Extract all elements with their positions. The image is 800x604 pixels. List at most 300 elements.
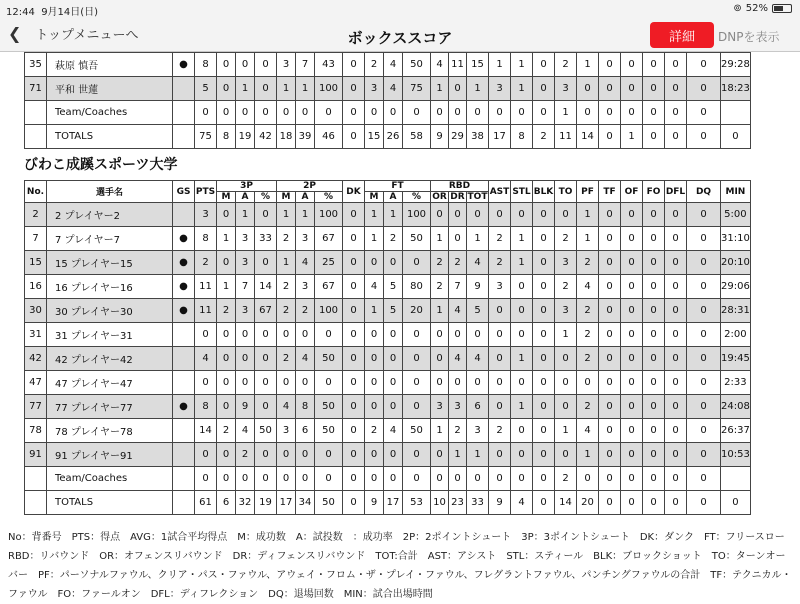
stat-cell: 0 [643,419,665,443]
stat-cell: 0 [643,323,665,347]
stat-cell: 0 [449,101,467,125]
stat-cell: 0 [343,227,365,251]
header-sub-pct: % [315,192,343,203]
stat-cell: 0 [533,101,555,125]
player-number: 30 [25,299,47,323]
stat-cell: 2 [217,419,236,443]
stat-cell: 0 [403,251,431,275]
stat-cell: 7 [449,275,467,299]
stat-cell: 0 [721,491,751,515]
stat-cell: 0 [533,53,555,77]
header-fo: FO [643,181,665,203]
stat-cell: 5 [384,275,403,299]
nav-bar [0,18,800,52]
stat-cell: 1 [365,299,384,323]
stat-cell: 2 [431,275,449,299]
stat-cell: 3 [489,275,511,299]
table-row [25,299,751,323]
stat-cell: 0 [599,467,621,491]
stat-cell: 0 [449,203,467,227]
stat-cell: 9 [236,395,255,419]
header-sub-a: A [384,192,403,203]
stat-cell: 0 [343,101,365,125]
stat-cell: 2:00 [721,323,751,347]
header-rbd: RBD [431,181,489,192]
stat-cell: 1 [511,77,533,101]
stat-cell: 0 [621,491,643,515]
stat-cell: 0 [599,443,621,467]
stat-cell: 0 [217,467,236,491]
stat-cell: 0 [533,203,555,227]
table-row [25,371,751,395]
stat-cell: 0 [721,125,751,149]
stat-cell: 1 [489,53,511,77]
stat-cell: 0 [343,323,365,347]
header-to: TO [555,181,577,203]
stat-cell: 4 [296,347,315,371]
stat-cell: 0 [511,443,533,467]
stat-cell: 75 [403,77,431,101]
stat-cell: 0 [489,395,511,419]
stat-cell: 0 [384,467,403,491]
stat-cell: 0 [217,323,236,347]
stat-cell: 3 [296,275,315,299]
stat-cell: 0 [365,347,384,371]
status-right [733,3,792,14]
stat-cell: 2 [533,125,555,149]
stat-cell: 19 [255,491,277,515]
stat-cell: 0 [555,395,577,419]
stat-cell: 0 [255,347,277,371]
stat-cell: 1 [217,275,236,299]
stat-cell: 0 [255,101,277,125]
player-name: 30 プレイヤー30 [47,299,173,323]
stat-cell: 0 [217,203,236,227]
player-name: 78 プレイヤー78 [47,419,173,443]
stat-cell: 25 [315,251,343,275]
stat-cell: 3 [195,203,217,227]
stat-cell: 0 [467,371,489,395]
header-tf: TF [599,181,621,203]
stat-cell: 0 [195,371,217,395]
stat-cell: 0 [577,467,599,491]
header-stl: STL [511,181,533,203]
stat-cell: 2 [277,299,296,323]
player-number: 71 [25,77,47,101]
stat-cell: 29:28 [721,53,751,77]
stat-cell: 2 [449,419,467,443]
player-name: 15 プレイヤー15 [47,251,173,275]
stat-cell: 0 [621,299,643,323]
stat-cell: 29:06 [721,275,751,299]
player-number [25,101,47,125]
stat-cell: 9 [467,275,489,299]
stat-cell: 8 [511,125,533,149]
stat-cell: 0 [687,347,721,371]
stat-cell: 0 [384,347,403,371]
stat-cell: 80 [403,275,431,299]
stat-cell: 0 [431,203,449,227]
stat-cell: 0 [665,53,687,77]
stat-cell: 3 [431,395,449,419]
header-sub-m: M [365,192,384,203]
starter-mark: ● [173,251,195,275]
stat-cell: 4 [277,395,296,419]
header-player-name: 選手名 [47,181,173,203]
player-name: 47 プレイヤー47 [47,371,173,395]
stat-cell: 23 [449,491,467,515]
stat-cell: 6 [217,491,236,515]
stat-cell: 14 [577,125,599,149]
stat-cell: 0 [687,419,721,443]
stat-cell: 0 [365,395,384,419]
stat-cell: 0 [511,323,533,347]
stat-cell: 14 [255,275,277,299]
stat-cell: 50 [255,419,277,443]
stat-cell: 2 [277,347,296,371]
stat-cell: 4 [195,347,217,371]
stat-cell: 0 [255,395,277,419]
stat-cell: 0 [687,371,721,395]
player-number: 42 [25,347,47,371]
stat-cell: 0 [533,227,555,251]
stat-cell: 17 [384,491,403,515]
stat-cell: 3 [365,77,384,101]
stat-cell: 8 [195,53,217,77]
stat-cell: 0 [687,395,721,419]
player-name: 16 プレイヤー16 [47,275,173,299]
stat-cell: 0 [665,323,687,347]
stat-cell: 0 [315,371,343,395]
stat-cell: 0 [533,77,555,101]
stat-cell: 1 [217,227,236,251]
stat-cell: 5 [467,299,489,323]
header-sub-a: A [236,192,255,203]
stat-cell: 0 [431,347,449,371]
stat-cell: 1 [431,77,449,101]
table-row [25,203,751,227]
stat-cell: 1 [577,203,599,227]
stat-cell: 0 [665,227,687,251]
stat-cell: 5 [195,77,217,101]
stat-cell: 2 [277,227,296,251]
player-number: 7 [25,227,47,251]
stat-cell: 0 [665,371,687,395]
stat-cell: 0 [555,347,577,371]
stat-cell: 19:45 [721,347,751,371]
stat-cell: 1 [511,227,533,251]
header-dfl: DFL [665,181,687,203]
stat-cell: 0 [403,101,431,125]
stat-cell: 50 [315,347,343,371]
starter-mark [173,323,195,347]
stat-cell: 0 [343,347,365,371]
stat-cell: 0 [621,275,643,299]
stat-cell: 0 [431,443,449,467]
detail-button[interactable]: 詳細 [650,22,714,48]
stat-cell: 100 [403,203,431,227]
header-no: No. [25,181,47,203]
stat-cell: 0 [255,467,277,491]
stat-cell: 0 [489,299,511,323]
stat-cell: 1 [277,77,296,101]
stat-cell: 0 [365,443,384,467]
stat-cell: 0 [365,371,384,395]
player-name: TOTALS [47,491,173,515]
stat-cell: 0 [467,203,489,227]
stat-cell: 0 [467,467,489,491]
stat-cell: 50 [403,53,431,77]
stat-cell: 1 [431,299,449,323]
starter-mark [173,347,195,371]
player-name: TOTALS [47,125,173,149]
stat-cell: 39 [296,125,315,149]
stat-cell: 24:08 [721,395,751,419]
stat-cell: 0 [217,53,236,77]
stat-cell: 0 [343,53,365,77]
stat-cell: 0 [403,395,431,419]
stat-cell: 0 [621,467,643,491]
stat-cell: 1 [431,419,449,443]
stat-cell: 0 [621,419,643,443]
stat-cell: 0 [384,395,403,419]
stat-cell: 17 [489,125,511,149]
stat-cell: 0 [255,251,277,275]
stat-cell: 1 [555,419,577,443]
table-row [25,443,751,467]
stat-cell: 1 [384,203,403,227]
rotation-lock-icon: ⊚ [733,3,742,14]
stat-cell: 6 [296,419,315,443]
stat-cell: 0 [431,323,449,347]
stat-cell: 15 [467,53,489,77]
stat-cell: 0 [621,203,643,227]
stat-cell: 1 [511,347,533,371]
stat-cell [721,101,751,125]
stat-cell: 0 [643,227,665,251]
header-ast: AST [489,181,511,203]
stat-cell: 50 [403,227,431,251]
show-dnp-button[interactable]: DNPを表示 [718,30,780,44]
stat-cell: 0 [296,443,315,467]
stat-cell: 61 [195,491,217,515]
stat-cell: 9 [431,125,449,149]
stat-cell: 0 [255,77,277,101]
stat-cell: 9 [365,491,384,515]
stat-cell: 67 [315,275,343,299]
stat-cell: 0 [555,371,577,395]
stat-cell: 0 [665,347,687,371]
stat-cell: 0 [343,299,365,323]
header-sub-dr: DR [450,192,465,202]
stat-cell: 2 [431,251,449,275]
stat-cell: 0 [577,371,599,395]
stat-cell: 0 [643,251,665,275]
stat-cell: 0 [384,251,403,275]
stat-cell: 0 [296,371,315,395]
header-sub-m: M [217,192,236,203]
stat-cell: 1 [511,395,533,419]
stat-cell: 4 [431,53,449,77]
stat-cell: 1 [577,53,599,77]
stat-cell: 3 [236,299,255,323]
stat-cell: 0 [643,299,665,323]
battery-icon [772,4,792,13]
table-row [25,125,751,149]
stat-cell: 5 [384,299,403,323]
stat-cell: 0 [687,323,721,347]
stat-cell: 2 [296,299,315,323]
starter-mark: ● [173,53,195,77]
player-name: Team/Coaches [47,101,173,125]
stat-cell: 0 [217,347,236,371]
stat-cell: 0 [489,443,511,467]
stat-cell: 100 [315,77,343,101]
stat-cell: 0 [599,53,621,77]
stat-cell: 2 [489,227,511,251]
stat-cell: 0 [599,275,621,299]
stat-cell: 58 [403,125,431,149]
stat-cell: 0 [195,443,217,467]
table-row [25,77,751,101]
stat-cell: 7 [296,53,315,77]
stat-cell: 100 [315,203,343,227]
stat-cell: 0 [217,395,236,419]
stat-cell: 8 [195,395,217,419]
stat-cell: 4 [365,275,384,299]
stat-cell: 0 [489,203,511,227]
stat-cell: 0 [621,443,643,467]
stat-cell: 0 [621,77,643,101]
stat-cell: 0 [315,443,343,467]
stat-cell: 0 [643,347,665,371]
stat-cell: 0 [643,371,665,395]
stat-cell: 2 [555,227,577,251]
stat-cell: 0 [665,101,687,125]
header-sub-or: OR [432,192,447,202]
stat-cell: 4 [467,251,489,275]
stat-cell: 0 [431,101,449,125]
stat-cell: 0 [255,443,277,467]
stat-cell: 1 [296,203,315,227]
stat-cell: 0 [403,347,431,371]
stat-cell: 3 [467,419,489,443]
player-name: 平和 世蓮 [47,77,173,101]
stat-cell: 18 [277,125,296,149]
player-number [25,125,47,149]
stat-cell: 1 [577,443,599,467]
stat-cell: 0 [621,323,643,347]
player-name: 31 プレイヤー31 [47,323,173,347]
stat-cell: 0 [195,323,217,347]
stat-cell: 0 [665,443,687,467]
stat-cell: 0 [489,101,511,125]
starter-mark: ● [173,275,195,299]
stat-cell: 0 [621,251,643,275]
table-row [25,227,751,251]
stat-cell: 67 [315,227,343,251]
stat-cell: 0 [217,371,236,395]
stat-cell: 2 [365,419,384,443]
stat-cell: 1 [277,203,296,227]
stat-cell: 0 [577,101,599,125]
stat-cell: 0 [449,323,467,347]
stat-cell: 0 [533,251,555,275]
stat-cell: 50 [315,395,343,419]
stat-cell: 3 [449,395,467,419]
stat-cell: 0 [277,371,296,395]
starter-mark [173,443,195,467]
stat-cell: 0 [687,53,721,77]
stat-cell: 0 [217,77,236,101]
stat-cell: 0 [511,371,533,395]
stat-cell: 0 [489,347,511,371]
stat-cell: 0 [533,299,555,323]
stat-cell: 4 [236,419,255,443]
stat-cell: 0 [403,443,431,467]
starter-mark [173,371,195,395]
stat-cell: 0 [449,227,467,251]
stat-cell: 0 [489,323,511,347]
stat-cell: 0 [236,371,255,395]
stat-cell: 0 [687,251,721,275]
table-row [25,491,751,515]
header-sub-pct: % [255,192,277,203]
header-of: OF [621,181,643,203]
stat-cell: 0 [343,419,365,443]
stat-cell: 0 [343,443,365,467]
stat-cell: 18:23 [721,77,751,101]
stat-cell: 1 [511,53,533,77]
stat-cell: 0 [449,371,467,395]
player-name: 2 プレイヤー2 [47,203,173,227]
stat-cell: 0 [643,467,665,491]
player-name: 42 プレイヤー42 [47,347,173,371]
stat-cell: 2 [365,53,384,77]
stat-cell: 0 [315,467,343,491]
stat-cell: 0 [315,101,343,125]
player-number [25,491,47,515]
player-name: Team/Coaches [47,467,173,491]
status-time: 12:44 [6,7,35,18]
stat-cell: 0 [599,395,621,419]
stat-cell: 0 [687,443,721,467]
stat-cell: 0 [343,77,365,101]
stat-cell: 1 [555,323,577,347]
player-number: 15 [25,251,47,275]
stat-cell: 2 [577,251,599,275]
stat-cell: 0 [277,323,296,347]
stat-cell: 0 [643,101,665,125]
stat-cell: 53 [403,491,431,515]
stat-cell: 0 [665,467,687,491]
header-gs: GS [173,181,195,203]
battery-percent: 52% [745,3,768,14]
stat-cell: 0 [255,371,277,395]
stat-cell: 32 [236,491,255,515]
stat-cell: 15 [365,125,384,149]
stat-cell: 0 [643,395,665,419]
starter-mark [173,101,195,125]
stat-cell: 2 [384,227,403,251]
header-min: MIN [721,181,751,203]
header-pts: PTS [195,181,217,203]
stat-cell: 0 [511,275,533,299]
stat-cell: 3 [555,299,577,323]
stat-cell: 0 [236,467,255,491]
stat-cell: 9 [489,491,511,515]
header-dq: DQ [687,181,721,203]
